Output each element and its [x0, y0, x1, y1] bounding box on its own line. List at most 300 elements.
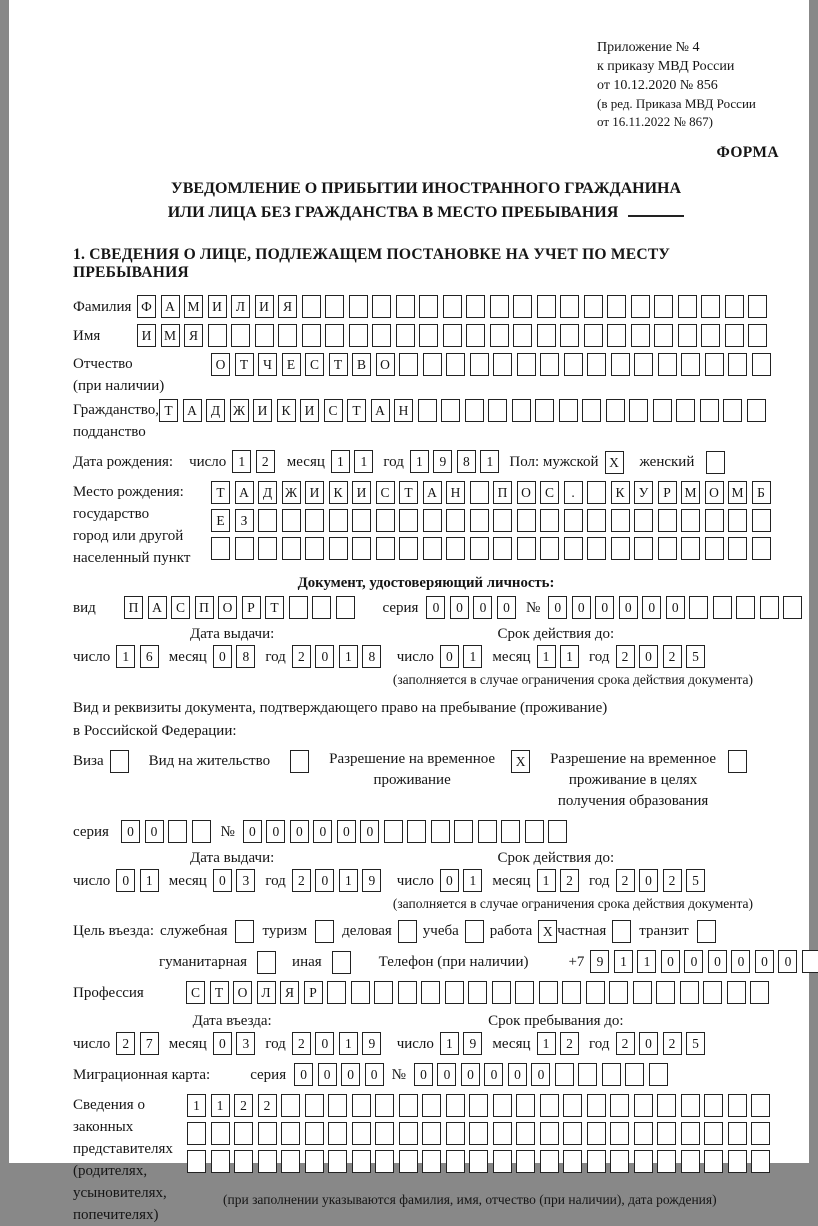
char-cell[interactable]: [469, 1094, 488, 1117]
char-cell[interactable]: З: [235, 509, 254, 532]
profession-cells[interactable]: [186, 981, 769, 1004]
char-cell[interactable]: [563, 1094, 582, 1117]
char-cell[interactable]: 5: [686, 1032, 705, 1055]
char-cell[interactable]: [752, 537, 771, 560]
char-cell[interactable]: [654, 324, 673, 347]
char-cell[interactable]: 1: [232, 450, 251, 473]
char-cell[interactable]: [466, 295, 485, 318]
char-cell[interactable]: 0: [639, 869, 658, 892]
char-cell[interactable]: 2: [116, 1032, 135, 1055]
char-cell[interactable]: [168, 820, 187, 843]
char-cell[interactable]: [516, 1150, 535, 1173]
permit-expiry-year-cells[interactable]: [616, 869, 706, 892]
patronymic-cells[interactable]: [211, 353, 771, 376]
char-cell[interactable]: [540, 1150, 559, 1173]
char-cell[interactable]: [446, 353, 465, 376]
char-cell[interactable]: [540, 1122, 559, 1145]
char-cell[interactable]: [564, 537, 583, 560]
char-cell[interactable]: [681, 1150, 700, 1173]
char-cell[interactable]: С: [305, 353, 324, 376]
char-cell[interactable]: К: [329, 481, 348, 504]
char-cell[interactable]: [658, 353, 677, 376]
char-cell[interactable]: [555, 1063, 574, 1086]
char-cell[interactable]: И: [208, 295, 227, 318]
char-cell[interactable]: И: [300, 399, 319, 422]
char-cell[interactable]: [492, 981, 511, 1004]
char-cell[interactable]: [376, 537, 395, 560]
char-cell[interactable]: [211, 1122, 230, 1145]
char-cell[interactable]: 2: [616, 1032, 635, 1055]
char-cell[interactable]: [470, 509, 489, 532]
char-cell[interactable]: Т: [399, 481, 418, 504]
char-cell[interactable]: 0: [145, 820, 164, 843]
char-cell[interactable]: [560, 324, 579, 347]
char-cell[interactable]: 2: [234, 1094, 253, 1117]
entry-day-cells[interactable]: [116, 1032, 159, 1055]
char-cell[interactable]: [328, 1122, 347, 1145]
char-cell[interactable]: [328, 1094, 347, 1117]
char-cell[interactable]: [423, 509, 442, 532]
char-cell[interactable]: [560, 295, 579, 318]
char-cell[interactable]: [281, 1122, 300, 1145]
char-cell[interactable]: [678, 324, 697, 347]
char-cell[interactable]: [705, 353, 724, 376]
permit-series-cells[interactable]: [121, 820, 211, 843]
migration-series-cells[interactable]: [294, 1063, 384, 1086]
char-cell[interactable]: [701, 295, 720, 318]
representatives-cells-row2[interactable]: [187, 1122, 770, 1145]
char-cell[interactable]: [493, 1122, 512, 1145]
char-cell[interactable]: [802, 950, 818, 973]
char-cell[interactable]: [559, 399, 578, 422]
char-cell[interactable]: [208, 324, 227, 347]
char-cell[interactable]: [445, 981, 464, 1004]
char-cell[interactable]: .: [564, 481, 583, 504]
char-cell[interactable]: [728, 1122, 747, 1145]
char-cell[interactable]: М: [161, 324, 180, 347]
char-cell[interactable]: [431, 820, 450, 843]
char-cell[interactable]: 2: [256, 450, 275, 473]
char-cell[interactable]: 5: [686, 869, 705, 892]
char-cell[interactable]: Т: [329, 353, 348, 376]
char-cell[interactable]: [446, 1150, 465, 1173]
char-cell[interactable]: [584, 295, 603, 318]
char-cell[interactable]: [584, 324, 603, 347]
char-cell[interactable]: [705, 537, 724, 560]
char-cell[interactable]: [562, 981, 581, 1004]
char-cell[interactable]: [399, 353, 418, 376]
char-cell[interactable]: [446, 1122, 465, 1145]
char-cell[interactable]: [535, 399, 554, 422]
char-cell[interactable]: [676, 399, 695, 422]
char-cell[interactable]: [278, 324, 297, 347]
char-cell[interactable]: К: [611, 481, 630, 504]
char-cell[interactable]: [658, 537, 677, 560]
char-cell[interactable]: 0: [315, 869, 334, 892]
char-cell[interactable]: [540, 537, 559, 560]
char-cell[interactable]: [689, 596, 708, 619]
char-cell[interactable]: [760, 596, 779, 619]
char-cell[interactable]: 1: [537, 869, 556, 892]
char-cell[interactable]: [705, 509, 724, 532]
doc-issue-year-cells[interactable]: [292, 645, 382, 668]
char-cell[interactable]: [704, 1122, 723, 1145]
char-cell[interactable]: [421, 981, 440, 1004]
char-cell[interactable]: 0: [360, 820, 379, 843]
char-cell[interactable]: 1: [637, 950, 656, 973]
char-cell[interactable]: 0: [639, 1032, 658, 1055]
char-cell[interactable]: 0: [116, 869, 135, 892]
char-cell[interactable]: А: [148, 596, 167, 619]
char-cell[interactable]: 9: [590, 950, 609, 973]
char-cell[interactable]: 0: [121, 820, 140, 843]
char-cell[interactable]: [325, 295, 344, 318]
char-cell[interactable]: [211, 537, 230, 560]
char-cell[interactable]: 0: [642, 596, 661, 619]
char-cell[interactable]: [752, 353, 771, 376]
char-cell[interactable]: С: [186, 981, 205, 1004]
char-cell[interactable]: 0: [440, 869, 459, 892]
permit-issue-day-cells[interactable]: [116, 869, 159, 892]
char-cell[interactable]: 0: [684, 950, 703, 973]
char-cell[interactable]: [587, 1150, 606, 1173]
sex-male-checkbox[interactable]: X: [605, 451, 624, 474]
char-cell[interactable]: [336, 596, 355, 619]
char-cell[interactable]: 0: [619, 596, 638, 619]
char-cell[interactable]: [657, 1122, 676, 1145]
char-cell[interactable]: [493, 1094, 512, 1117]
char-cell[interactable]: 9: [463, 1032, 482, 1055]
char-cell[interactable]: 2: [292, 645, 311, 668]
char-cell[interactable]: [657, 1150, 676, 1173]
char-cell[interactable]: [399, 1122, 418, 1145]
char-cell[interactable]: 2: [560, 1032, 579, 1055]
purpose-work-checkbox[interactable]: X: [538, 920, 557, 943]
char-cell[interactable]: [443, 295, 462, 318]
char-cell[interactable]: Ч: [258, 353, 277, 376]
char-cell[interactable]: [653, 399, 672, 422]
char-cell[interactable]: [329, 537, 348, 560]
char-cell[interactable]: [329, 509, 348, 532]
char-cell[interactable]: 0: [450, 596, 469, 619]
char-cell[interactable]: [465, 399, 484, 422]
char-cell[interactable]: 1: [187, 1094, 206, 1117]
char-cell[interactable]: Я: [184, 324, 203, 347]
char-cell[interactable]: [470, 353, 489, 376]
char-cell[interactable]: [539, 981, 558, 1004]
char-cell[interactable]: [490, 295, 509, 318]
char-cell[interactable]: Б: [752, 481, 771, 504]
char-cell[interactable]: 0: [661, 950, 680, 973]
char-cell[interactable]: [611, 537, 630, 560]
char-cell[interactable]: [748, 295, 767, 318]
char-cell[interactable]: [704, 1094, 723, 1117]
char-cell[interactable]: [422, 1150, 441, 1173]
char-cell[interactable]: [302, 324, 321, 347]
char-cell[interactable]: 9: [362, 1032, 381, 1055]
char-cell[interactable]: [680, 981, 699, 1004]
char-cell[interactable]: [587, 481, 606, 504]
char-cell[interactable]: А: [235, 481, 254, 504]
char-cell[interactable]: Я: [280, 981, 299, 1004]
purpose-other-checkbox[interactable]: [332, 951, 351, 974]
char-cell[interactable]: 0: [461, 1063, 480, 1086]
char-cell[interactable]: [631, 295, 650, 318]
char-cell[interactable]: [609, 981, 628, 1004]
char-cell[interactable]: [423, 537, 442, 560]
doc-expiry-day-cells[interactable]: [440, 645, 483, 668]
char-cell[interactable]: [750, 981, 769, 1004]
char-cell[interactable]: С: [376, 481, 395, 504]
char-cell[interactable]: Т: [210, 981, 229, 1004]
temp-permit-checkbox[interactable]: X: [511, 750, 530, 773]
purpose-humanitarian-checkbox[interactable]: [257, 951, 276, 974]
char-cell[interactable]: [578, 1063, 597, 1086]
char-cell[interactable]: [281, 1150, 300, 1173]
char-cell[interactable]: 3: [236, 869, 255, 892]
char-cell[interactable]: 8: [457, 450, 476, 473]
char-cell[interactable]: [658, 509, 677, 532]
char-cell[interactable]: [328, 1150, 347, 1173]
char-cell[interactable]: А: [371, 399, 390, 422]
char-cell[interactable]: [586, 981, 605, 1004]
char-cell[interactable]: [493, 1150, 512, 1173]
char-cell[interactable]: [654, 295, 673, 318]
char-cell[interactable]: Т: [235, 353, 254, 376]
char-cell[interactable]: 0: [666, 596, 685, 619]
char-cell[interactable]: [725, 324, 744, 347]
char-cell[interactable]: 1: [211, 1094, 230, 1117]
char-cell[interactable]: [305, 1150, 324, 1173]
char-cell[interactable]: [606, 399, 625, 422]
char-cell[interactable]: [423, 353, 442, 376]
char-cell[interactable]: 1: [354, 450, 373, 473]
char-cell[interactable]: [446, 537, 465, 560]
char-cell[interactable]: [231, 324, 250, 347]
char-cell[interactable]: [375, 1094, 394, 1117]
char-cell[interactable]: 0: [708, 950, 727, 973]
char-cell[interactable]: 0: [337, 820, 356, 843]
char-cell[interactable]: [607, 324, 626, 347]
permit-issue-month-cells[interactable]: [213, 869, 256, 892]
birth-year-cells[interactable]: [410, 450, 500, 473]
char-cell[interactable]: [634, 537, 653, 560]
char-cell[interactable]: [516, 1094, 535, 1117]
char-cell[interactable]: [418, 399, 437, 422]
char-cell[interactable]: Е: [211, 509, 230, 532]
doc-issue-month-cells[interactable]: [213, 645, 256, 668]
char-cell[interactable]: [255, 324, 274, 347]
char-cell[interactable]: [407, 820, 426, 843]
purpose-transit-checkbox[interactable]: [697, 920, 716, 943]
char-cell[interactable]: Т: [159, 399, 178, 422]
char-cell[interactable]: А: [183, 399, 202, 422]
char-cell[interactable]: [728, 509, 747, 532]
entry-month-cells[interactable]: [213, 1032, 256, 1055]
char-cell[interactable]: [384, 820, 403, 843]
char-cell[interactable]: Ж: [230, 399, 249, 422]
char-cell[interactable]: [564, 509, 583, 532]
char-cell[interactable]: [422, 1122, 441, 1145]
char-cell[interactable]: 1: [614, 950, 633, 973]
char-cell[interactable]: [490, 324, 509, 347]
stay-month-cells[interactable]: [537, 1032, 580, 1055]
char-cell[interactable]: 1: [463, 645, 482, 668]
birth-place-cells-row1[interactable]: [211, 481, 771, 504]
char-cell[interactable]: [399, 1150, 418, 1173]
permit-expiry-day-cells[interactable]: [440, 869, 483, 892]
purpose-tourism-checkbox[interactable]: [315, 920, 334, 943]
char-cell[interactable]: [469, 1150, 488, 1173]
char-cell[interactable]: [493, 509, 512, 532]
char-cell[interactable]: М: [681, 481, 700, 504]
char-cell[interactable]: [725, 295, 744, 318]
char-cell[interactable]: Т: [347, 399, 366, 422]
char-cell[interactable]: 0: [484, 1063, 503, 1086]
char-cell[interactable]: [629, 399, 648, 422]
char-cell[interactable]: Я: [278, 295, 297, 318]
char-cell[interactable]: [728, 1150, 747, 1173]
char-cell[interactable]: [312, 596, 331, 619]
char-cell[interactable]: [187, 1122, 206, 1145]
char-cell[interactable]: [700, 399, 719, 422]
char-cell[interactable]: Р: [304, 981, 323, 1004]
char-cell[interactable]: Н: [446, 481, 465, 504]
char-cell[interactable]: [513, 324, 532, 347]
char-cell[interactable]: [751, 1122, 770, 1145]
char-cell[interactable]: Ж: [282, 481, 301, 504]
char-cell[interactable]: [211, 1150, 230, 1173]
birth-place-cells-row2[interactable]: [211, 509, 771, 532]
char-cell[interactable]: [396, 324, 415, 347]
representatives-cells-row1[interactable]: [187, 1094, 770, 1117]
char-cell[interactable]: [446, 509, 465, 532]
char-cell[interactable]: [478, 820, 497, 843]
doc-issue-day-cells[interactable]: [116, 645, 159, 668]
char-cell[interactable]: 0: [318, 1063, 337, 1086]
char-cell[interactable]: 0: [315, 1032, 334, 1055]
char-cell[interactable]: С: [324, 399, 343, 422]
char-cell[interactable]: 0: [531, 1063, 550, 1086]
char-cell[interactable]: [376, 509, 395, 532]
char-cell[interactable]: 6: [140, 645, 159, 668]
char-cell[interactable]: [747, 399, 766, 422]
char-cell[interactable]: О: [233, 981, 252, 1004]
char-cell[interactable]: [564, 353, 583, 376]
char-cell[interactable]: [282, 509, 301, 532]
char-cell[interactable]: [305, 537, 324, 560]
char-cell[interactable]: [602, 1063, 621, 1086]
char-cell[interactable]: 0: [365, 1063, 384, 1086]
char-cell[interactable]: [398, 981, 417, 1004]
citizenship-cells[interactable]: [159, 399, 766, 422]
char-cell[interactable]: [352, 1150, 371, 1173]
char-cell[interactable]: [611, 353, 630, 376]
char-cell[interactable]: 2: [616, 869, 635, 892]
char-cell[interactable]: 1: [560, 645, 579, 668]
char-cell[interactable]: 8: [236, 645, 255, 668]
char-cell[interactable]: [374, 981, 393, 1004]
char-cell[interactable]: 0: [440, 645, 459, 668]
char-cell[interactable]: [548, 820, 567, 843]
purpose-study-checkbox[interactable]: [465, 920, 484, 943]
birth-day-cells[interactable]: [232, 450, 275, 473]
char-cell[interactable]: 1: [463, 869, 482, 892]
char-cell[interactable]: [305, 1122, 324, 1145]
char-cell[interactable]: 0: [294, 1063, 313, 1086]
char-cell[interactable]: 2: [663, 1032, 682, 1055]
char-cell[interactable]: М: [728, 481, 747, 504]
char-cell[interactable]: [783, 596, 802, 619]
char-cell[interactable]: 1: [339, 869, 358, 892]
char-cell[interactable]: [681, 509, 700, 532]
char-cell[interactable]: [349, 295, 368, 318]
char-cell[interactable]: [681, 537, 700, 560]
char-cell[interactable]: [587, 1094, 606, 1117]
char-cell[interactable]: 0: [572, 596, 591, 619]
char-cell[interactable]: [736, 596, 755, 619]
char-cell[interactable]: [752, 509, 771, 532]
char-cell[interactable]: Л: [257, 981, 276, 1004]
char-cell[interactable]: [515, 981, 534, 1004]
char-cell[interactable]: [540, 509, 559, 532]
stay-year-cells[interactable]: [616, 1032, 706, 1055]
char-cell[interactable]: 0: [313, 820, 332, 843]
char-cell[interactable]: [372, 295, 391, 318]
char-cell[interactable]: [657, 1094, 676, 1117]
char-cell[interactable]: 1: [410, 450, 429, 473]
char-cell[interactable]: [728, 1094, 747, 1117]
char-cell[interactable]: [399, 1094, 418, 1117]
char-cell[interactable]: И: [305, 481, 324, 504]
permit-expiry-month-cells[interactable]: [537, 869, 580, 892]
char-cell[interactable]: И: [255, 295, 274, 318]
char-cell[interactable]: [540, 1094, 559, 1117]
char-cell[interactable]: [537, 295, 556, 318]
char-cell[interactable]: А: [423, 481, 442, 504]
char-cell[interactable]: 0: [473, 596, 492, 619]
char-cell[interactable]: [540, 353, 559, 376]
char-cell[interactable]: [419, 324, 438, 347]
char-cell[interactable]: С: [540, 481, 559, 504]
char-cell[interactable]: Р: [658, 481, 677, 504]
char-cell[interactable]: [625, 1063, 644, 1086]
char-cell[interactable]: 0: [213, 869, 232, 892]
char-cell[interactable]: [610, 1094, 629, 1117]
char-cell[interactable]: [501, 820, 520, 843]
representatives-cells-row3[interactable]: [187, 1150, 770, 1173]
char-cell[interactable]: [563, 1122, 582, 1145]
char-cell[interactable]: 1: [140, 869, 159, 892]
char-cell[interactable]: [631, 324, 650, 347]
char-cell[interactable]: [419, 295, 438, 318]
char-cell[interactable]: [470, 537, 489, 560]
char-cell[interactable]: [517, 353, 536, 376]
char-cell[interactable]: [258, 1150, 277, 1173]
char-cell[interactable]: П: [493, 481, 512, 504]
migration-number-cells[interactable]: [414, 1063, 668, 1086]
char-cell[interactable]: [258, 1122, 277, 1145]
char-cell[interactable]: О: [705, 481, 724, 504]
char-cell[interactable]: [375, 1150, 394, 1173]
char-cell[interactable]: 0: [266, 820, 285, 843]
char-cell[interactable]: [305, 509, 324, 532]
char-cell[interactable]: [582, 399, 601, 422]
char-cell[interactable]: [470, 481, 489, 504]
char-cell[interactable]: 0: [341, 1063, 360, 1086]
char-cell[interactable]: 0: [731, 950, 750, 973]
char-cell[interactable]: [517, 509, 536, 532]
